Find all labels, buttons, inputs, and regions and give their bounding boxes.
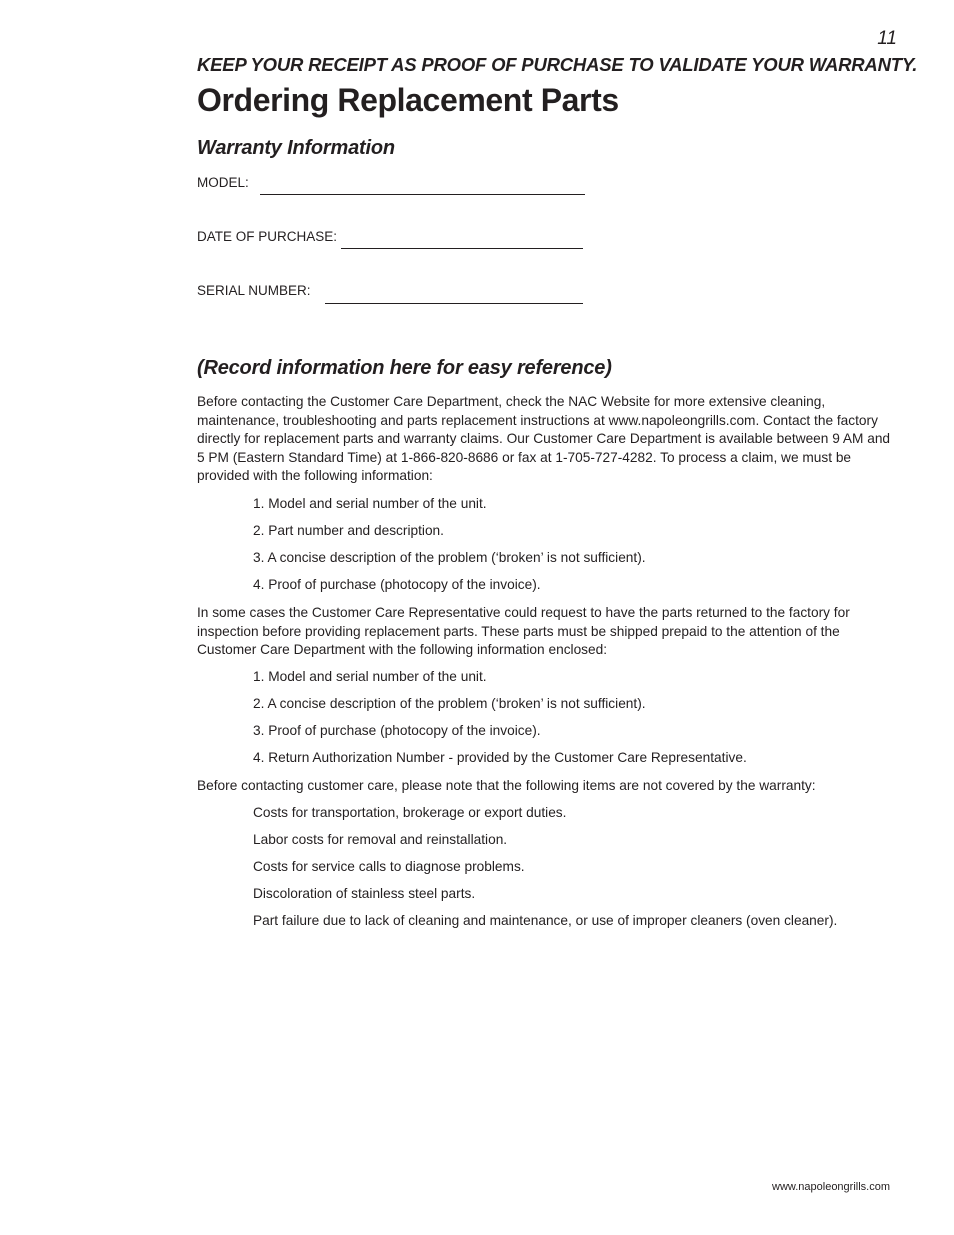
date-of-purchase-blank-line [341, 248, 583, 249]
contact-paragraph: Before contacting the Customer Care Department, check the NAC Website for more extensive cleaning, maintenance, troubleshooting and parts replacement instructions at www.napoleongrills.com. Contact the factory directly for replacement parts and warranty claims. Our Customer Care Department is available between 9 AM and 5 PM (Eastern Standard Time) at 1-866-820-8686 or fax at 1-705-727-4282. To process a claim, we must be provided with the following information: [197, 394, 891, 484]
returns-paragraph: In some cases the Customer Care Representative could request to have the parts returned to the factory for inspection before providing replacement parts. These parts must be shipped prepaid to the attention of the Customer Care Department with the following information enclosed: [197, 605, 850, 658]
serial-number-label: SERIAL NUMBER: [197, 283, 311, 298]
serial-number-blank-line [325, 303, 583, 304]
list-item: 2. Part number and description. [253, 523, 444, 538]
warranty-information-heading: Warranty Information [197, 137, 395, 159]
list-item: 4. Return Authorization Number - provided by the Customer Care Representative. [253, 750, 747, 765]
list-item: Discoloration of stainless steel parts. [253, 886, 476, 901]
warranty-banner: KEEP YOUR RECEIPT AS PROOF OF PURCHASE TO VALIDATE YOUR WARRANTY. [197, 54, 918, 75]
claim-info-list [253, 495, 646, 603]
exclusions-paragraph: Before contacting customer care, please note that the following items are not covered by the warranty: [197, 778, 816, 793]
model-label: MODEL: [197, 175, 249, 190]
list-item: 1. Model and serial number of the unit. [253, 496, 487, 511]
list-item: Labor costs for removal and reinstallation. [253, 832, 508, 847]
exclusions-list [253, 804, 837, 939]
list-item: 1. Model and serial number of the unit. [253, 669, 487, 684]
list-item: 2. A concise description of the problem (‘broken’ is not sufficient). [253, 696, 646, 711]
list-item: 3. A concise description of the problem (‘broken’ is not sufficient). [253, 550, 646, 565]
list-item: Costs for transportation, brokerage or export duties. [253, 805, 567, 820]
list-item: Part failure due to lack of cleaning and maintenance, or use of improper cleaners (oven cleaner). [253, 913, 838, 928]
date-of-purchase-label: DATE OF PURCHASE: [197, 229, 338, 244]
return-info-list [253, 668, 747, 776]
model-blank-line [260, 194, 585, 195]
footer-website-url: www.napoleongrills.com [772, 1181, 890, 1193]
list-item: 4. Proof of purchase (photocopy of the invoice). [253, 577, 541, 592]
page-title: Ordering Replacement Parts [197, 82, 619, 118]
list-item: Costs for service calls to diagnose problems. [253, 859, 525, 874]
page-number: 11 [877, 28, 897, 49]
list-item: 3. Proof of purchase (photocopy of the invoice). [253, 723, 541, 738]
record-information-heading: (Record information here for easy reference) [197, 357, 612, 379]
